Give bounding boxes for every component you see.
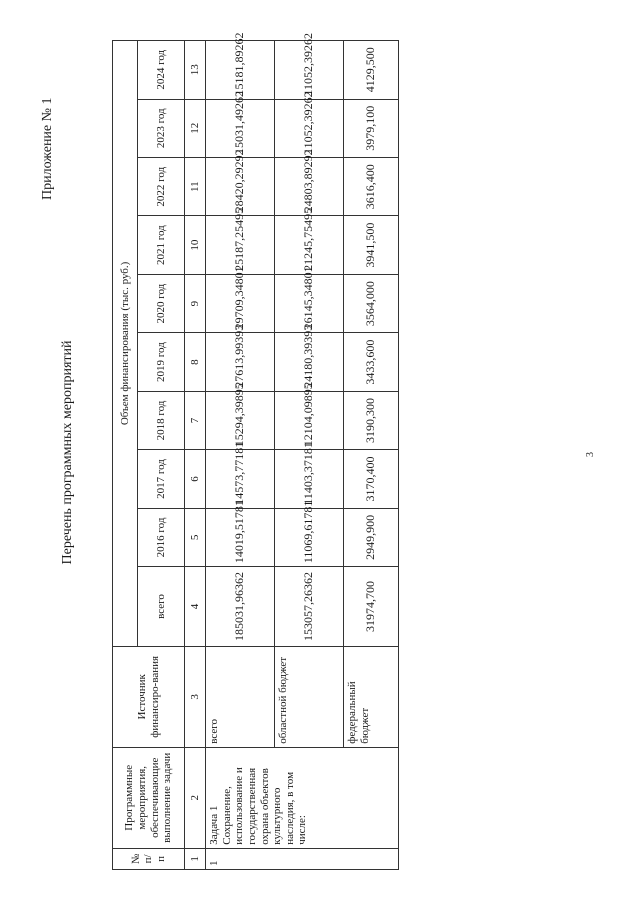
index-cell: 5 xyxy=(185,508,206,566)
index-cell: 12 xyxy=(185,99,206,157)
measures-table xyxy=(112,32,399,870)
value-cell: 2949,900 xyxy=(344,508,399,566)
value-cell: 15294,39895 xyxy=(206,391,275,449)
index-cell: 1 xyxy=(185,848,206,869)
value-cell: 24803,89292 xyxy=(275,157,344,215)
row-number: 1 xyxy=(206,848,399,869)
header-num: № п/п xyxy=(113,848,185,869)
value-cell: 11403,37181 xyxy=(275,450,344,508)
header-year: всего xyxy=(138,567,185,647)
value-cell: 28420,29292 xyxy=(206,157,275,215)
table-row xyxy=(344,41,399,870)
value-cell: 3564,000 xyxy=(344,274,399,332)
value-cell: 3433,600 xyxy=(344,333,399,391)
index-cell: 11 xyxy=(185,157,206,215)
header-year: 2024 год xyxy=(138,41,185,100)
index-cell: 6 xyxy=(185,450,206,508)
value-cell: 153057,26362 xyxy=(275,567,344,647)
value-cell: 27613,99393 xyxy=(206,333,275,391)
value-cell: 11052,39262 xyxy=(275,99,344,157)
value-cell: 26145,34801 xyxy=(275,274,344,332)
value-cell: 3170,400 xyxy=(344,450,399,508)
value-cell: 4129,500 xyxy=(344,41,399,100)
header-year: 2020 год xyxy=(138,274,185,332)
header-measures: Программные мероприятия, обеспечивающие выполнение задачи xyxy=(113,747,185,848)
index-cell: 13 xyxy=(185,41,206,100)
header-source: Источник финансиро-вания xyxy=(113,646,185,747)
value-cell: 3190,300 xyxy=(344,391,399,449)
value-cell: 29709,34801 xyxy=(206,274,275,332)
value-cell: 14573,77181 xyxy=(206,450,275,508)
index-cell: 4 xyxy=(185,567,206,647)
value-cell: 3979,100 xyxy=(344,99,399,157)
value-cell: 21245,75495 xyxy=(275,216,344,274)
value-cell: 3941,500 xyxy=(344,216,399,274)
source-cell: всего xyxy=(206,646,275,747)
value-cell: 14019,51781 xyxy=(206,508,275,566)
value-cell: 15181,89262 xyxy=(206,41,275,100)
source-cell: областной бюджет xyxy=(275,646,344,747)
document-title: Перечень программных мероприятий xyxy=(60,340,75,565)
index-cell: 9 xyxy=(185,274,206,332)
value-cell: 11052,39262 xyxy=(275,41,344,100)
value-cell: 25187,25495 xyxy=(206,216,275,274)
value-cell: 185031,96362 xyxy=(206,567,275,647)
value-cell: 15031,49262 xyxy=(206,99,275,157)
header-year: 2016 год xyxy=(138,508,185,566)
value-cell: 31974,700 xyxy=(344,567,399,647)
table-row xyxy=(206,41,275,870)
header-year: 2019 год xyxy=(138,333,185,391)
index-cell: 2 xyxy=(185,747,206,848)
header-funding-group: Объем финансирования (тыс. руб.) xyxy=(113,41,138,647)
value-cell: 11069,61781 xyxy=(275,508,344,566)
header-year: 2021 год xyxy=(138,216,185,274)
value-cell: 3616,400 xyxy=(344,157,399,215)
task-description: Задача 1 Сохранение, использование и государственная охрана объектов культурного наследия, в том числе: xyxy=(206,747,399,848)
index-cell: 3 xyxy=(185,646,206,747)
appendix-label: Приложение № 1 xyxy=(40,97,55,200)
value-cell: 12104,09895 xyxy=(275,391,344,449)
page-number: 3 xyxy=(585,452,596,457)
index-cell: 8 xyxy=(185,333,206,391)
header-year: 2023 год xyxy=(138,99,185,157)
index-cell: 10 xyxy=(185,216,206,274)
source-cell: федеральный бюджет xyxy=(344,646,399,747)
header-year: 2017 год xyxy=(138,450,185,508)
table-row xyxy=(275,41,344,870)
header-year: 2022 год xyxy=(138,157,185,215)
index-cell: 7 xyxy=(185,391,206,449)
header-year: 2018 год xyxy=(138,391,185,449)
value-cell: 24180,39393 xyxy=(275,333,344,391)
